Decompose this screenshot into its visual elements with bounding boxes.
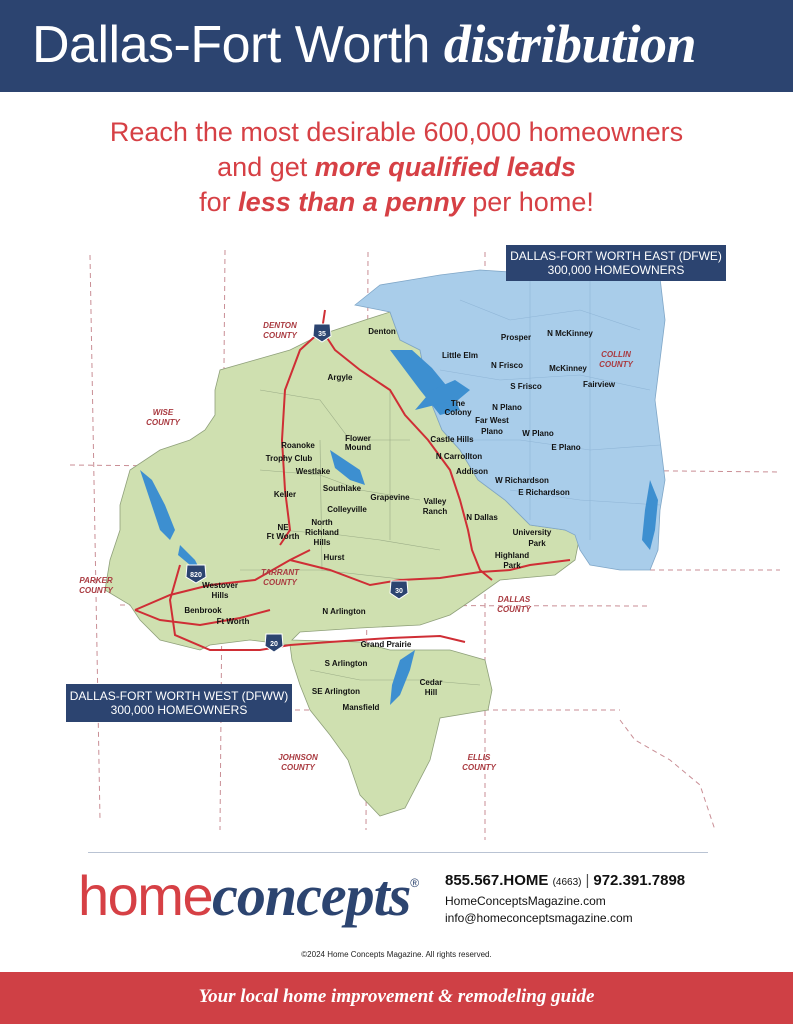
place-label: N Frisco — [490, 361, 524, 370]
tagline — [0, 115, 793, 220]
place-label: The — [450, 399, 466, 408]
tagline-line-2: and get more qualified leads — [217, 152, 576, 182]
place-label: N Plano — [492, 403, 522, 412]
svg-text:COUNTY: COUNTY — [281, 763, 315, 772]
place-label: Castle Hills — [430, 435, 474, 444]
place-label: Hills — [211, 591, 229, 600]
svg-text:820: 820 — [190, 572, 202, 579]
phone-1: 855.567.HOME — [445, 872, 549, 889]
svg-text:COUNTY: COUNTY — [599, 360, 633, 369]
place-label: Hurst — [323, 553, 345, 562]
place-label: Fairview — [582, 380, 616, 389]
place-label: W Richardson — [495, 476, 549, 485]
copyright: ©2024 Home Concepts Magazine. All rights reserved. — [301, 950, 492, 959]
tagline-emphasis-leads: more qualified leads — [314, 152, 576, 182]
place-label: Highland — [494, 551, 530, 560]
place-label: Park — [503, 561, 521, 570]
bottom-banner — [0, 972, 793, 1024]
place-label: Westover — [202, 581, 238, 590]
tagline-line-3: for less than a penny per home! — [199, 187, 594, 217]
svg-text:COUNTY: COUNTY — [497, 605, 531, 614]
place-label: McKinney — [549, 364, 587, 373]
place-label: Argyle — [327, 373, 353, 382]
county-label-dallas: DALLAS — [497, 595, 531, 604]
place-label: Benbrook — [184, 606, 222, 615]
place-label: Plano — [481, 427, 503, 436]
county-label-wise: WISE — [152, 408, 174, 417]
phone-numbers: 855.567.HOME (4663) | 972.391.7898 — [445, 872, 686, 889]
place-label: N Arlington — [322, 607, 366, 616]
place-label: W Plano — [522, 429, 554, 438]
place-label: Addison — [456, 467, 488, 476]
place-label: Colleyville — [327, 505, 367, 514]
county-label-tarrant: TARRANT — [260, 568, 300, 577]
county-label-parker: PARKER — [79, 576, 113, 585]
bottom-banner-text: Your local home improvement & remodeling guide — [198, 986, 595, 1007]
place-label: Ft Worth — [216, 617, 250, 626]
place-label: University — [512, 528, 552, 537]
place-label: S Arlington — [324, 659, 368, 668]
svg-text:COUNTY: COUNTY — [263, 331, 297, 340]
place-label: Ft Worth — [266, 532, 300, 541]
place-label: Hills — [313, 538, 331, 547]
tagline-emphasis-penny: less than a penny — [238, 187, 465, 217]
phone-2: 972.391.7898 — [593, 872, 686, 889]
place-label: Grapevine — [370, 493, 410, 502]
place-label: N McKinney — [547, 329, 593, 338]
place-label: N Dallas — [466, 513, 498, 522]
svg-text:COUNTY: COUNTY — [462, 763, 496, 772]
place-label: Park — [528, 539, 546, 548]
place-label: Grand Prairie — [360, 640, 412, 649]
home-concepts-logo: homeconcepts® — [78, 863, 420, 928]
place-label: E Richardson — [518, 488, 570, 497]
place-label: Little Elm — [441, 351, 479, 360]
place-label: Trophy Club — [265, 454, 313, 463]
place-label: Far West — [475, 416, 509, 425]
place-label: Flower — [345, 434, 371, 443]
place-label: Colony — [444, 408, 472, 417]
place-label: E Plano — [551, 443, 581, 452]
place-label: Valley — [423, 497, 447, 506]
place-label: Mound — [344, 443, 372, 452]
distribution-map — [60, 240, 790, 840]
place-label: Hill — [424, 688, 438, 697]
place-label: N Carrollton — [435, 452, 483, 461]
place-label: Prosper — [500, 333, 532, 342]
place-label: Southlake — [322, 484, 362, 493]
place-label: Roanoke — [281, 441, 315, 450]
county-label-collin: COLLIN — [601, 350, 631, 359]
county-label-ellis: ELLIS — [467, 753, 491, 762]
title-emphasis: distribution — [443, 14, 697, 74]
place-label: S Frisco — [510, 382, 542, 391]
region-box-west: DALLAS-FORT WORTH WEST (DFWW) 300,000 HOMEOWNERS — [66, 684, 292, 722]
region-box-east: DALLAS-FORT WORTH EAST (DFWE) 300,000 HOMEOWNERS — [506, 245, 726, 281]
tagline-line-1: Reach the most desirable 600,000 homeowners — [109, 117, 684, 147]
place-label: Ranch — [422, 507, 448, 516]
place-label: Denton — [368, 327, 396, 336]
place-label: Westlake — [295, 467, 331, 476]
page-title — [32, 14, 696, 75]
place-label: Mansfield — [342, 703, 380, 712]
place-label: Cedar — [419, 678, 443, 687]
svg-text:20: 20 — [270, 641, 278, 648]
svg-text:COUNTY: COUNTY — [79, 586, 113, 595]
place-label: North — [311, 518, 333, 527]
svg-text:35: 35 — [318, 331, 326, 338]
title-plain: Dallas-Fort Worth — [32, 16, 430, 74]
website-link[interactable]: HomeConceptsMagazine.com — [445, 894, 606, 908]
place-label: Keller — [273, 490, 297, 499]
email-link[interactable]: info@homeconceptsmagazine.com — [445, 911, 633, 925]
header-banner — [0, 0, 793, 92]
county-label-denton: DENTON — [263, 321, 297, 330]
place-label: NE — [277, 523, 289, 532]
place-label: Richland — [305, 528, 339, 537]
svg-text:COUNTY: COUNTY — [146, 418, 180, 427]
county-label-johnson: JOHNSON — [278, 753, 318, 762]
svg-text:30: 30 — [395, 588, 403, 595]
contact-info — [445, 871, 685, 927]
place-label: SE Arlington — [311, 687, 361, 696]
svg-text:COUNTY: COUNTY — [263, 578, 297, 587]
footer-divider — [88, 852, 708, 853]
